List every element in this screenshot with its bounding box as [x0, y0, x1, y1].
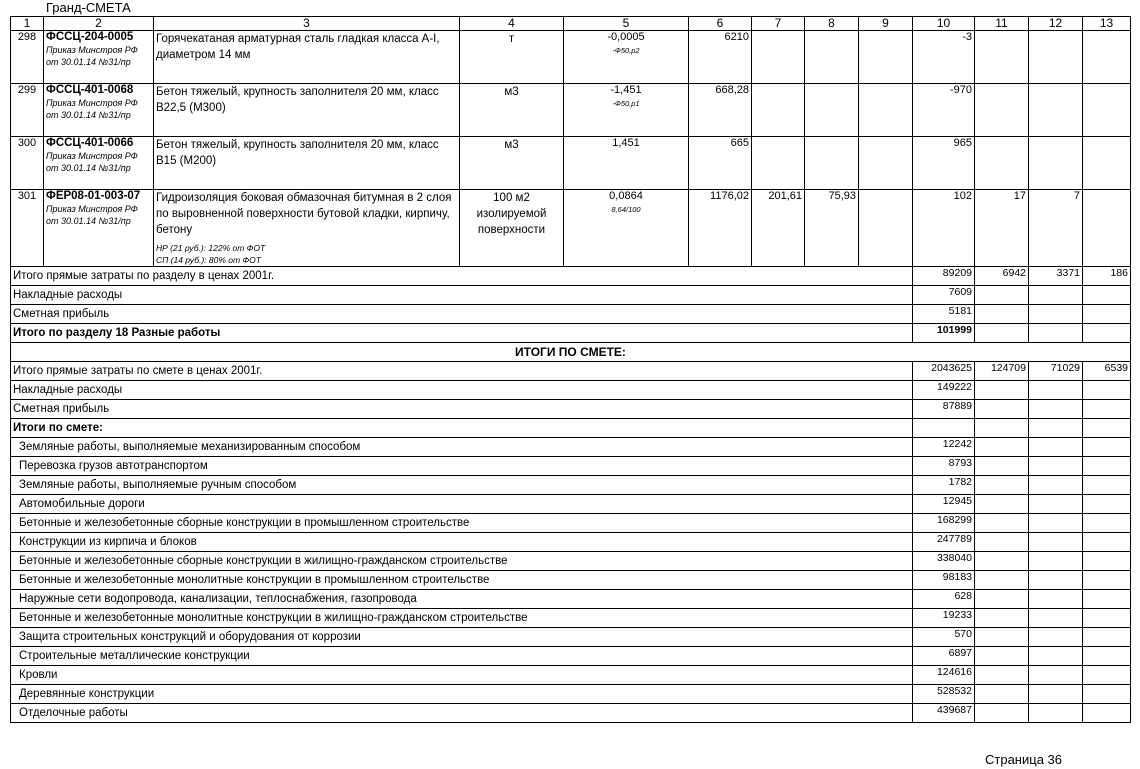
total-value-c13: 6539 — [1083, 362, 1131, 381]
column-number: 9 — [859, 17, 913, 31]
total-value-c12 — [1029, 590, 1083, 609]
item-value-c12 — [1029, 31, 1083, 84]
item-number: 301 — [11, 190, 44, 267]
total-value-c11 — [975, 400, 1029, 419]
total-value-c11 — [975, 666, 1029, 685]
total-value-c13 — [1083, 685, 1131, 704]
item-value-c10: -970 — [913, 84, 975, 137]
item-code: ФССЦ-401-0066 — [46, 137, 134, 149]
item-quantity-formula: -Ф50,р1 — [612, 99, 640, 108]
total-value-c12 — [1029, 514, 1083, 533]
item-quantity-formula: 8,64/100 — [611, 205, 641, 214]
total-value-c13 — [1083, 704, 1131, 723]
column-number: 8 — [805, 17, 859, 31]
item-description-cell — [154, 190, 460, 267]
column-number: 7 — [752, 17, 805, 31]
item-quantity-cell — [564, 84, 689, 137]
total-value-c10: 6897 — [913, 647, 975, 666]
total-value-c10: 124616 — [913, 666, 975, 685]
item-unit: 100 м2 изолируемой поверхности — [460, 190, 564, 267]
total-value-c11 — [975, 457, 1029, 476]
item-description: Горячекатаная арматурная сталь гладкая класса А-I, диаметром 14 мм — [156, 33, 440, 61]
total-value-c11: 124709 — [975, 362, 1029, 381]
total-value-c10: 101999 — [913, 324, 975, 343]
estimate-table — [10, 16, 1131, 723]
total-label: Отделочные работы — [11, 704, 913, 723]
total-value-c11 — [975, 381, 1029, 400]
item-value-c7 — [752, 31, 805, 84]
total-value-c13 — [1083, 438, 1131, 457]
total-value-c12 — [1029, 628, 1083, 647]
total-value-c13 — [1083, 286, 1131, 305]
total-label: Итого прямые затраты по смете в ценах 2001г. — [11, 362, 913, 381]
total-row — [11, 286, 1131, 305]
total-value-c10: 89209 — [913, 267, 975, 286]
estimate-totals-heading-row — [11, 343, 1131, 362]
total-value-c12 — [1029, 647, 1083, 666]
total-value-c10: 149222 — [913, 381, 975, 400]
total-value-c10: 168299 — [913, 514, 975, 533]
total-value-c13 — [1083, 552, 1131, 571]
total-value-c11 — [975, 685, 1029, 704]
total-value-c12 — [1029, 381, 1083, 400]
total-value-c10: 12242 — [913, 438, 975, 457]
total-value-c12: 3371 — [1029, 267, 1083, 286]
total-value-c11 — [975, 590, 1029, 609]
item-code-cell — [44, 137, 154, 190]
app-title: Гранд-СМЕТА — [46, 0, 131, 15]
total-value-c10: 19233 — [913, 609, 975, 628]
column-number: 12 — [1029, 17, 1083, 31]
total-value-c10: 5181 — [913, 305, 975, 324]
estimate-totals-heading: ИТОГИ ПО СМЕТЕ: — [11, 343, 1131, 362]
total-value-c13 — [1083, 628, 1131, 647]
item-number: 299 — [11, 84, 44, 137]
total-row — [11, 533, 1131, 552]
total-value-c13 — [1083, 381, 1131, 400]
total-value-c11 — [975, 628, 1029, 647]
total-value-c12 — [1029, 305, 1083, 324]
total-label: Перевозка грузов автотранспортом — [11, 457, 913, 476]
total-value-c13 — [1083, 495, 1131, 514]
total-row — [11, 647, 1131, 666]
total-label: Автомобильные дороги — [11, 495, 913, 514]
item-value-c9 — [859, 84, 913, 137]
item-value-c10: 965 — [913, 137, 975, 190]
total-value-c11 — [975, 571, 1029, 590]
total-row — [11, 476, 1131, 495]
total-label: Земляные работы, выполняемые ручным способом — [11, 476, 913, 495]
total-value-c11 — [975, 495, 1029, 514]
total-row — [11, 514, 1131, 533]
item-value-c8 — [805, 31, 859, 84]
total-value-c12 — [1029, 609, 1083, 628]
column-number: 3 — [154, 17, 460, 31]
total-value-c13 — [1083, 324, 1131, 343]
total-row — [11, 552, 1131, 571]
total-row — [11, 495, 1131, 514]
total-row — [11, 457, 1131, 476]
item-description-cell — [154, 31, 460, 84]
total-label: Бетонные и железобетонные сборные конструкции в жилищно-гражданском строительстве — [11, 552, 913, 571]
item-code: ФССЦ-401-0068 — [46, 84, 134, 96]
item-number: 300 — [11, 137, 44, 190]
item-value-c11 — [975, 31, 1029, 84]
column-number: 11 — [975, 17, 1029, 31]
total-value-c10: 628 — [913, 590, 975, 609]
total-value-c10 — [913, 419, 975, 438]
item-code-source: Приказ Минстроя РФ — [46, 151, 138, 161]
total-label: Накладные расходы — [11, 381, 913, 400]
total-value-c10: 1782 — [913, 476, 975, 495]
total-label: Итого по разделу 18 Разные работы — [11, 324, 913, 343]
item-unit: т — [460, 31, 564, 84]
item-code-cell — [44, 84, 154, 137]
total-value-c13 — [1083, 305, 1131, 324]
item-description-cell — [154, 137, 460, 190]
item-note: СП (14 руб.): 80% от ФОТ — [156, 255, 261, 265]
total-value-c13 — [1083, 590, 1131, 609]
total-value-c12 — [1029, 324, 1083, 343]
column-number: 2 — [44, 17, 154, 31]
item-quantity: -0,0005 — [607, 31, 645, 43]
item-value-c8 — [805, 137, 859, 190]
item-quantity: -1,451 — [610, 84, 642, 96]
total-value-c13 — [1083, 514, 1131, 533]
total-label: Деревянные конструкции — [11, 685, 913, 704]
total-value-c11 — [975, 533, 1029, 552]
total-row — [11, 324, 1131, 343]
total-value-c13 — [1083, 419, 1131, 438]
item-code: ФЕР08-01-003-07 — [46, 190, 141, 202]
total-value-c11: 6942 — [975, 267, 1029, 286]
total-value-c12 — [1029, 704, 1083, 723]
total-value-c12 — [1029, 495, 1083, 514]
total-value-c10: 98183 — [913, 571, 975, 590]
total-value-c12 — [1029, 666, 1083, 685]
item-quantity-cell — [564, 31, 689, 84]
total-value-c10: 439687 — [913, 704, 975, 723]
total-value-c13 — [1083, 647, 1131, 666]
total-row — [11, 305, 1131, 324]
item-value-c13 — [1083, 84, 1131, 137]
total-value-c12 — [1029, 457, 1083, 476]
total-value-c11 — [975, 609, 1029, 628]
total-value-c13 — [1083, 533, 1131, 552]
total-label: Бетонные и железобетонные монолитные конструкции в жилищно-гражданском строительстве — [11, 609, 913, 628]
item-description: Бетон тяжелый, крупность заполнителя 20 мм, класс В22,5 (М300) — [156, 86, 439, 114]
total-value-c13 — [1083, 457, 1131, 476]
total-label: Накладные расходы — [11, 286, 913, 305]
item-value-c12 — [1029, 137, 1083, 190]
total-value-c11 — [975, 438, 1029, 457]
total-value-c12 — [1029, 476, 1083, 495]
total-value-c13 — [1083, 571, 1131, 590]
item-quantity: 1,451 — [612, 137, 640, 149]
table-row — [11, 84, 1131, 137]
item-number: 298 — [11, 31, 44, 84]
total-row — [11, 704, 1131, 723]
item-code-source: Приказ Минстроя РФ — [46, 98, 138, 108]
total-value-c10: 528532 — [913, 685, 975, 704]
total-row — [11, 362, 1131, 381]
item-unit: м3 — [460, 137, 564, 190]
total-value-c10: 570 — [913, 628, 975, 647]
total-value-c11 — [975, 514, 1029, 533]
total-value-c10: 338040 — [913, 552, 975, 571]
item-description: Гидроизоляция боковая обмазочная битумная в 2 слоя по выровненной поверхности бутовой кладки, кирпичу, бетону — [156, 192, 452, 236]
total-row — [11, 267, 1131, 286]
item-value-c6: 668,28 — [689, 84, 752, 137]
item-value-c6: 665 — [689, 137, 752, 190]
item-code-source: от 30.01.14 №31/пр — [46, 216, 131, 226]
column-number-row — [11, 17, 1131, 31]
item-code-source: от 30.01.14 №31/пр — [46, 163, 131, 173]
total-label: Защита строительных конструкций и оборудования от коррозии — [11, 628, 913, 647]
item-value-c7 — [752, 137, 805, 190]
item-unit: м3 — [460, 84, 564, 137]
item-value-c7 — [752, 84, 805, 137]
page-number: Страница 36 — [985, 752, 1062, 767]
total-value-c12: 71029 — [1029, 362, 1083, 381]
total-value-c13 — [1083, 666, 1131, 685]
item-value-c13 — [1083, 190, 1131, 267]
total-value-c11 — [975, 286, 1029, 305]
total-value-c11 — [975, 552, 1029, 571]
total-label: Бетонные и железобетонные монолитные конструкции в промышленном строительстве — [11, 571, 913, 590]
item-value-c13 — [1083, 137, 1131, 190]
column-number: 13 — [1083, 17, 1131, 31]
total-value-c12 — [1029, 571, 1083, 590]
total-label: Итоги по смете: — [11, 419, 913, 438]
total-row — [11, 666, 1131, 685]
total-value-c10: 12945 — [913, 495, 975, 514]
item-note: НР (21 руб.): 122% от ФОТ — [156, 243, 266, 253]
total-value-c10: 7609 — [913, 286, 975, 305]
item-value-c11: 17 — [975, 190, 1029, 267]
total-value-c11 — [975, 324, 1029, 343]
total-row — [11, 590, 1131, 609]
table-row — [11, 190, 1131, 267]
total-value-c11 — [975, 305, 1029, 324]
item-value-c10: 102 — [913, 190, 975, 267]
total-value-c11 — [975, 704, 1029, 723]
item-code-source: от 30.01.14 №31/пр — [46, 110, 131, 120]
item-value-c11 — [975, 84, 1029, 137]
item-description: Бетон тяжелый, крупность заполнителя 20 мм, класс В15 (М200) — [156, 139, 439, 167]
total-value-c13 — [1083, 609, 1131, 628]
table-row — [11, 137, 1131, 190]
item-description-cell — [154, 84, 460, 137]
item-value-c8: 75,93 — [805, 190, 859, 267]
item-value-c12 — [1029, 84, 1083, 137]
total-label: Строительные металлические конструкции — [11, 647, 913, 666]
total-value-c13 — [1083, 400, 1131, 419]
item-value-c6: 6210 — [689, 31, 752, 84]
total-value-c11 — [975, 647, 1029, 666]
item-quantity-cell — [564, 137, 689, 190]
total-value-c12 — [1029, 400, 1083, 419]
column-number: 5 — [564, 17, 689, 31]
total-label: Конструкции из кирпича и блоков — [11, 533, 913, 552]
total-value-c11 — [975, 419, 1029, 438]
total-row — [11, 571, 1131, 590]
item-code-cell — [44, 190, 154, 267]
total-label: Итого прямые затраты по разделу в ценах 2001г. — [11, 267, 913, 286]
total-row — [11, 685, 1131, 704]
column-number: 6 — [689, 17, 752, 31]
item-code-source: Приказ Минстроя РФ — [46, 204, 138, 214]
total-value-c10: 8793 — [913, 457, 975, 476]
total-row — [11, 628, 1131, 647]
total-value-c10: 2043625 — [913, 362, 975, 381]
total-label: Бетонные и железобетонные сборные конструкции в промышленном строительстве — [11, 514, 913, 533]
item-value-c7: 201,61 — [752, 190, 805, 267]
total-row — [11, 609, 1131, 628]
total-row — [11, 438, 1131, 457]
item-value-c9 — [859, 137, 913, 190]
item-value-c9 — [859, 31, 913, 84]
item-value-c12: 7 — [1029, 190, 1083, 267]
total-value-c10: 87889 — [913, 400, 975, 419]
total-label: Сметная прибыль — [11, 400, 913, 419]
total-value-c12 — [1029, 685, 1083, 704]
total-value-c12 — [1029, 438, 1083, 457]
item-code-source: от 30.01.14 №31/пр — [46, 57, 131, 67]
total-row — [11, 381, 1131, 400]
column-number: 10 — [913, 17, 975, 31]
total-value-c12 — [1029, 419, 1083, 438]
total-value-c13 — [1083, 476, 1131, 495]
column-number: 1 — [11, 17, 44, 31]
item-value-c6: 1176,02 — [689, 190, 752, 267]
total-value-c12 — [1029, 533, 1083, 552]
table-row — [11, 31, 1131, 84]
item-quantity: 0,0864 — [609, 190, 643, 202]
total-label: Кровли — [11, 666, 913, 685]
item-value-c9 — [859, 190, 913, 267]
item-quantity-cell — [564, 190, 689, 267]
total-label: Сметная прибыль — [11, 305, 913, 324]
item-code-source: Приказ Минстроя РФ — [46, 45, 138, 55]
total-label: Наружные сети водопровода, канализации, теплоснабжения, газопровода — [11, 590, 913, 609]
total-value-c10: 247789 — [913, 533, 975, 552]
total-value-c13: 186 — [1083, 267, 1131, 286]
total-row — [11, 400, 1131, 419]
item-code: ФССЦ-204-0005 — [46, 31, 134, 43]
item-value-c11 — [975, 137, 1029, 190]
total-label: Земляные работы, выполняемые механизированным способом — [11, 438, 913, 457]
item-value-c13 — [1083, 31, 1131, 84]
total-row — [11, 419, 1131, 438]
item-value-c8 — [805, 84, 859, 137]
total-value-c12 — [1029, 552, 1083, 571]
estimate-table-body — [11, 17, 1131, 723]
item-value-c10: -3 — [913, 31, 975, 84]
total-value-c11 — [975, 476, 1029, 495]
column-number: 4 — [460, 17, 564, 31]
item-code-cell — [44, 31, 154, 84]
item-quantity-formula: -Ф50,р2 — [612, 46, 640, 55]
total-value-c12 — [1029, 286, 1083, 305]
